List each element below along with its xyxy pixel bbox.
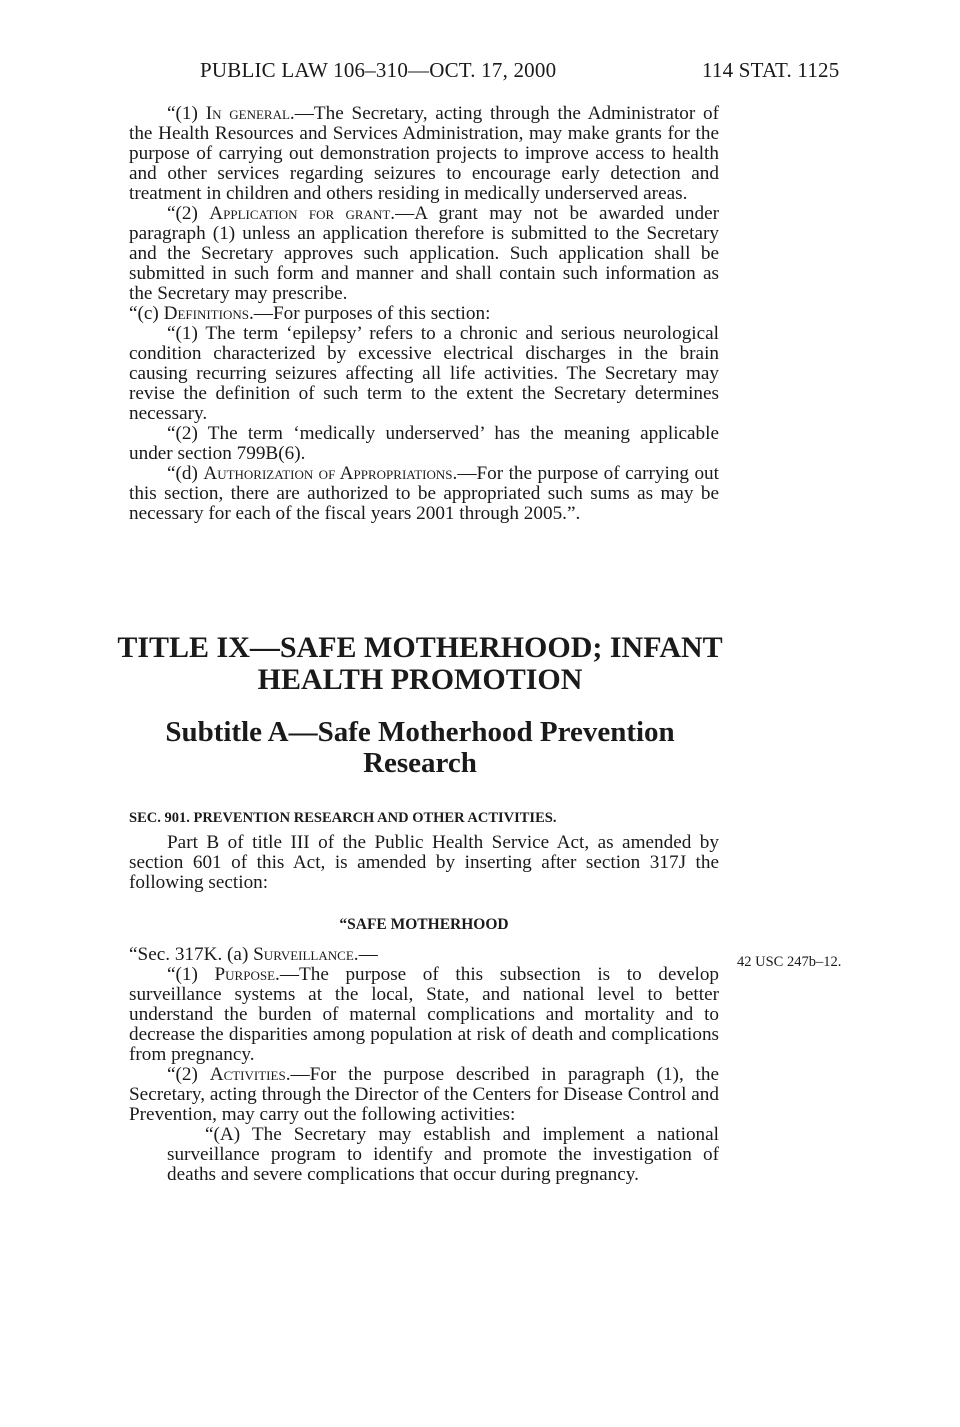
page-header-citation: PUBLIC LAW 106–310—OCT. 17, 2000 (200, 58, 557, 82)
margin-citation: 42 USC 247b–12. (737, 954, 842, 970)
statute-text-top (129, 104, 719, 524)
paragraph-purpose: “(1) Purpose.—The purpose of this subsection is to develop surveillance systems at the local, State, and national level to better understand the burden of maternal complications and mortality and to decrease the disparities among population at risk of death and complications from pregnancy. (129, 964, 720, 1065)
definition-epilepsy: “(1) The term ‘epilepsy’ refers to a chronic and serious neurological condition characterized by excessive electrical discharges in the brain causing recurring seizures affecting all life activities. The Secretary may revise the definition of such term to the extent the Secretary determines necessary. (129, 323, 719, 424)
paragraph-application: “(2) Application for grant.—A grant may not be awarded under paragraph (1) unless an application therefore is submitted to the Secretary and the Secretary approves such application. Such application shall be submitted in such form and manner and shall contain such information as the Secretary may prescribe. (129, 203, 719, 304)
subsection-definitions: “(c) Definitions.—For purposes of this section: (129, 303, 491, 324)
subparagraph-a: “(A) The Secretary may establish and implement a national surveillance program to identify and promote the investigation of deaths and severe complications that occur during pregnancy. (167, 1124, 719, 1185)
subsection-authorization: “(d) Authorization of Appropriations.—For the purpose of carrying out this section, there are authorized to be appropriated such sums as may be necessary for each of the fiscal years 2001 through 2005.”. (129, 463, 719, 524)
definition-underserved: “(2) The term ‘medically underserved’ has the meaning applicable under section 799B(6). (129, 423, 719, 464)
subtitle-heading: Subtitle A—Safe Motherhood Prevention Research (165, 716, 675, 779)
page-header-stat: 114 STAT. 1125 (702, 58, 840, 82)
section-heading: SEC. 901. PREVENTION RESEARCH AND OTHER ACTIVITIES. (129, 810, 557, 826)
statute-text-bottom (129, 945, 719, 1185)
section-intro: Part B of title III of the Public Health Service Act, as amended by section 601 of this Act, is amended by inserting after section 317J the following section: (129, 832, 719, 893)
title-heading: TITLE IX—SAFE MOTHERHOOD; INFANT HEALTH PROMOTION (117, 631, 723, 696)
paragraph-in-general: “(1) In general.—The Secretary, acting through the Administrator of the Health Resources and Services Administration, may make grants for the purpose of carrying out demonstration projects to improve access to health and other services regarding seizures to encourage early detection and treatment in children and others residing in medically underserved areas. (129, 103, 720, 204)
safe-motherhood-heading: “SAFE MOTHERHOOD (339, 916, 509, 933)
section-317k-surveillance: “Sec. 317K. (a) Surveillance.— (129, 944, 378, 965)
paragraph-activities: “(2) Activities.—For the purpose described in paragraph (1), the Secretary, acting through the Director of the Centers for Disease Control and Prevention, may carry out the following activities: (129, 1064, 720, 1125)
